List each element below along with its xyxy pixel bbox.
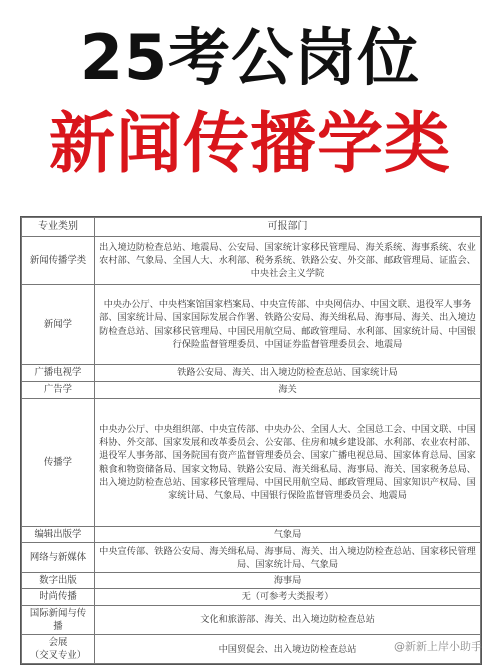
table-header-row xyxy=(22,218,481,237)
table-row xyxy=(22,365,481,382)
title-line1: 25考公岗位 xyxy=(79,21,421,94)
row-depts: 气象局 xyxy=(95,527,481,543)
table-row xyxy=(22,605,481,634)
row-category: 传播学 xyxy=(22,399,95,527)
row-category: 时尚传播 xyxy=(22,589,95,605)
table-row xyxy=(22,543,481,573)
row-category: 编辑出版学 xyxy=(22,527,95,543)
table-row xyxy=(22,382,481,399)
row-depts: 中央办公厅、中央组织部、中央宣传部、中央办公、全国人大、全国总工会、中国文联、中国科协、外交部、国家发展和改革委员会、公安部、住房和城乡建设部、水利部、农业农村部、退役军人事务部、国务院国有资产监督管理委员会、国家广播电视总局、国家体育总局、国家粮食和物资储备局、国家文物局、铁路公安局、海关缉私局、海事局、海关、国家税务总局、出入境边防检查总站、国家移民管理局、中国民用航空局、邮政管理局、国家知识产权局、国家统计局、气象局、中国银行保险监督管理委员会、地震局 xyxy=(95,399,481,527)
row-depts: 出入境边防检查总站、地震局、公安局、国家统计家移民管理局、海关系统、海事系统、农业农村部、气象局、全国人大、水利部、税务系统、铁路公安、外交部、邮政管理局、证监会、中央社会主义学院 xyxy=(95,237,481,285)
row-depts: 海关 xyxy=(95,382,481,399)
table-row xyxy=(22,527,481,543)
row-category: 新闻学 xyxy=(22,285,95,365)
row-category: 广播电视学 xyxy=(22,365,95,382)
table-row xyxy=(22,399,481,527)
header-category: 专业类别 xyxy=(22,218,95,237)
row-category: 新闻传播学类 xyxy=(22,237,95,285)
row-category: 网络与新媒体 xyxy=(22,543,95,573)
watermark: @新新上岸小助手 xyxy=(394,640,482,653)
row-depts: 海事局 xyxy=(95,573,481,589)
row-depts: 无（可参考大类报考） xyxy=(95,589,481,605)
table-row xyxy=(22,285,481,365)
row-category: 广告学 xyxy=(22,382,95,399)
positions-table xyxy=(20,216,482,665)
title-line2: 新闻传播学类 xyxy=(49,105,451,182)
row-category: 数字出版 xyxy=(22,573,95,589)
header-depts: 可报部门 xyxy=(95,218,481,237)
row-depts: 中国贸促会、出入境边防检查总站 xyxy=(95,635,481,664)
row-depts: 铁路公安局、海关、出入境边防检查总站、国家统计局 xyxy=(95,365,481,382)
row-depts: 文化和旅游部、海关、出入境边防检查总站 xyxy=(95,605,481,634)
row-category: 会展 （交叉专业） xyxy=(22,635,95,664)
table-row xyxy=(22,237,481,285)
table-row xyxy=(22,573,481,589)
row-depts: 中央办公厅、中央档案馆国家档案局、中央宣传部、中央网信办、中国文联、退役军人事务部、国家统计局、国家国际发展合作署、铁路公安局、海关缉私局、海事局、海关、出入境边防检查总站、国家移民管理局、中国民用航空局、邮政管理局、水利部、国家统计局、中国银行保险监督管理委员、中国证券监督管理委员会、地震局 xyxy=(95,285,481,365)
table-row xyxy=(22,589,481,605)
row-depts: 中央宣传部、铁路公安局、海关缉私局、海事局、海关、出入境边防检查总站、国家移民管理局、国家统计局、气象局 xyxy=(95,543,481,573)
row-category: 国际新闻与传播 xyxy=(22,605,95,634)
